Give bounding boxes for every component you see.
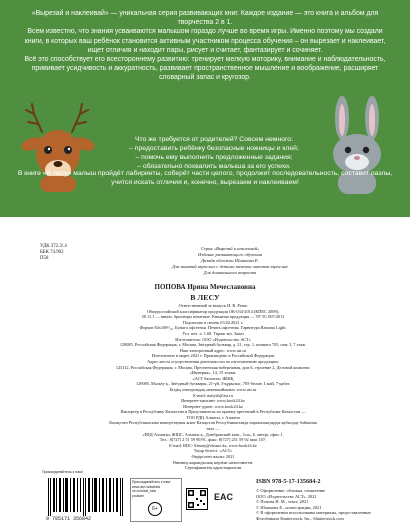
- detail-line: Общероссийский классификатор продукции ОК-034-2014 (КПЕС 2008);: [146, 308, 280, 314]
- social-line: youtube: [132, 493, 145, 498]
- detail-line: Сертификаттау қарастырылған: [184, 465, 242, 471]
- detail-line: E-mail: RDC-Almaty@eksmo.kz, www.book24.kz: [169, 442, 257, 448]
- detail-line: 123112, Российская Федерация, г. Москва, Пресненская набережная, дом 6, строение 2, Деловой комплекс «Империя», 14, 15 этажи.: [115, 364, 311, 376]
- series-line-4: Для занятий взрослых с детьми тексты читают взрослые: [171, 264, 289, 269]
- detail-line: 129085, Мәскеу қ., Звёздный бульвары, 21-үй, 3-құрылыс, 705-бөлме, I жай, 7-қабат.: [136, 381, 290, 387]
- series-line-1: Серия «Вырезай и наклеивай»: [200, 246, 260, 251]
- intro-paragraph-3: Всё это способствует его всестороннему развитию: тренирует мелкую моторику, внимание и наблюдательность, прививает усидчивость и аккуратность, развивает пространственное мышление и воображение, расширяет словарный запас и кругозор.: [24, 56, 386, 82]
- series-line-2: Издание развивающего обучения: [198, 252, 262, 257]
- detail-line: Өндірілген жылы: 2021: [191, 454, 235, 460]
- copyright-line: © Шашкова Е., иллюстрации, 2021: [256, 504, 322, 510]
- parents-section: [108, 135, 320, 171]
- detail-line: Тауар белгісі: «АСТ»: [193, 448, 233, 454]
- parents-item-1: – предоставить ребёнку безопасные ножницы и клей;: [129, 145, 299, 152]
- detail-line: Өнімнің жарамдылық мерзімі шектелмеген.: [172, 459, 254, 465]
- social-line: www.ast.ru/astkids: [132, 484, 161, 489]
- detail-line: E-mail: malysh@ast.ru: [193, 392, 233, 398]
- parents-item-3: – обязательно похвалить малыша за его успехи.: [137, 163, 291, 170]
- barcode: [46, 478, 124, 516]
- social-line: vk.com/ast_kids: [132, 489, 157, 493]
- detail-line: Изготовлено в марте 2021 г. Произведено в Российской Федерации: [151, 353, 275, 359]
- parents-heading: Что же требуется от родителей? Совсем немного:: [135, 136, 293, 143]
- book-summary: [16, 169, 394, 187]
- udk-line: УДК 372.3/.4: [40, 244, 67, 249]
- intro-paragraph-1: «Вырезай и наклеивай» — уникальная серия развивающих книг. Каждое издание — это книга и альбом для творчества 2 в 1.: [31, 10, 379, 27]
- detail-line: 129085, Российская Федерация, г. Москва, Звёздный бульвар, д. 21, стр. 1, комната 705, пом. I, 7 этаж.: [119, 342, 307, 348]
- publication-details: [108, 303, 318, 471]
- copyright-line: © Попова И. М., текст, 2021: [256, 499, 309, 505]
- intro-paragraph-2: Всем известно, что знания усваиваются малышом гораздо лучше во время игры. Именно поэтому мы создали книги, в которых ваш ребёнок становится активным участником процесса обучения – он вырезает и наклеивает, ищет отличия и находит пары, рисует и считает, фантазирует и сочиняет.: [24, 28, 386, 54]
- isbn: ISBN 978-5-17-135684-2: [256, 478, 321, 485]
- series-line-5: Для дошкольного возраста: [203, 270, 257, 275]
- book-summary-text: В книге «В лесу» малыш пройдёт лабиринты, соберёт части целого, продолжит последовательность, составит пазлы, учится искать отличия и, конечно, вырезаем и наклеиваем!: [17, 170, 393, 186]
- detail-line: Наш электронный адрес: www.ast.ru: [179, 347, 247, 353]
- detail-line: Импортер в Республику Казахстан и Представитель по приему претензий в Республике Казахстан —: [120, 409, 306, 415]
- copyright-line: © Оформление, обложка, оглавление: [256, 488, 326, 493]
- detail-line: Усл. печ. л. 1,68. Тираж экз. Заказ: [182, 330, 244, 336]
- copyright-line: Фотобанком Shutterstock, Inc., Shutterstock.com: [256, 515, 344, 521]
- udk-block: [40, 244, 67, 262]
- detail-line: «АСТ баспасы» ЖШҚ: [192, 375, 234, 381]
- detail-line: Интернет-магазин: www.book24.kz: [181, 398, 245, 404]
- detail-line: 58.11.1 — книги, брошюры печатные. Книжная продукция — ТР ТС 007/2011: [141, 314, 285, 320]
- barcode-number: 9 785171 356842: [46, 516, 92, 522]
- copyright-line: © В оформлении использованы материалы, предоставленные: [256, 510, 372, 516]
- bbk-line: ББК 74.902: [40, 250, 64, 255]
- author-name: ПОПОВА Ирина Мечеславовна: [154, 283, 256, 291]
- detail-line: Ответственный за выпуск И. В. Резко: [178, 303, 248, 308]
- social-line: Присоединяйтесь к нам!: [132, 480, 171, 484]
- detail-line: Адрес места осуществления деятельности по изготовлению продукции:: [147, 358, 279, 364]
- join-us-caption: Присоединяйтесь к нам!: [42, 470, 83, 474]
- eac-mark: EAC: [214, 492, 234, 502]
- age-rating-badge: 6+: [148, 502, 162, 516]
- book-title: В ЛЕСУ: [190, 293, 220, 302]
- series-line-3: Дизайн обложки Шашкова Е.: [201, 258, 259, 263]
- qr-code-icon: [186, 488, 208, 510]
- parents-item-2: – помочь ему выполнить предложенные задания;: [135, 154, 293, 161]
- series-block: [110, 246, 350, 276]
- detail-line: Подписано в печать 03.02.2021 г.: [182, 319, 244, 325]
- detail-line: «РДЦ-Алматы» ЖШС, Алматы қ., Домбровский көш., 3«а», Б литері, офис 1.: [142, 431, 284, 437]
- detail-line: Формат 84x108¹/₁₆. Бумага офсетная. Печать офсетная. Гарнитура Ramona Light.: [139, 325, 287, 331]
- intro-text: [22, 9, 388, 83]
- detail-line: Казақстан Республикасына импорттаушы және Казақстан Республикасында наразылықтарды қабылдау бойынша өкіл —: [109, 420, 317, 432]
- detail-line: Интернет-дүкен: www.book24.kz: [183, 403, 243, 409]
- detail-line: Тел.: 8(727) 2 51 59 90/91, факс: 8(727) 251 59 92 ішкі 107;: [159, 437, 267, 443]
- author-code-line: П58: [40, 256, 49, 261]
- detail-line: Біздің электрондық мекенжайымыз: www.ast.ru: [169, 386, 257, 392]
- copyright-line: ООО «Издательство АСТ», 2021: [256, 493, 317, 499]
- detail-line: Изготовитель: ООО «Издательство АСТ»: [175, 336, 251, 342]
- copyright-block: [256, 488, 396, 522]
- detail-line: ТОО РДЦ Алматы, г. Алматы: [186, 414, 240, 420]
